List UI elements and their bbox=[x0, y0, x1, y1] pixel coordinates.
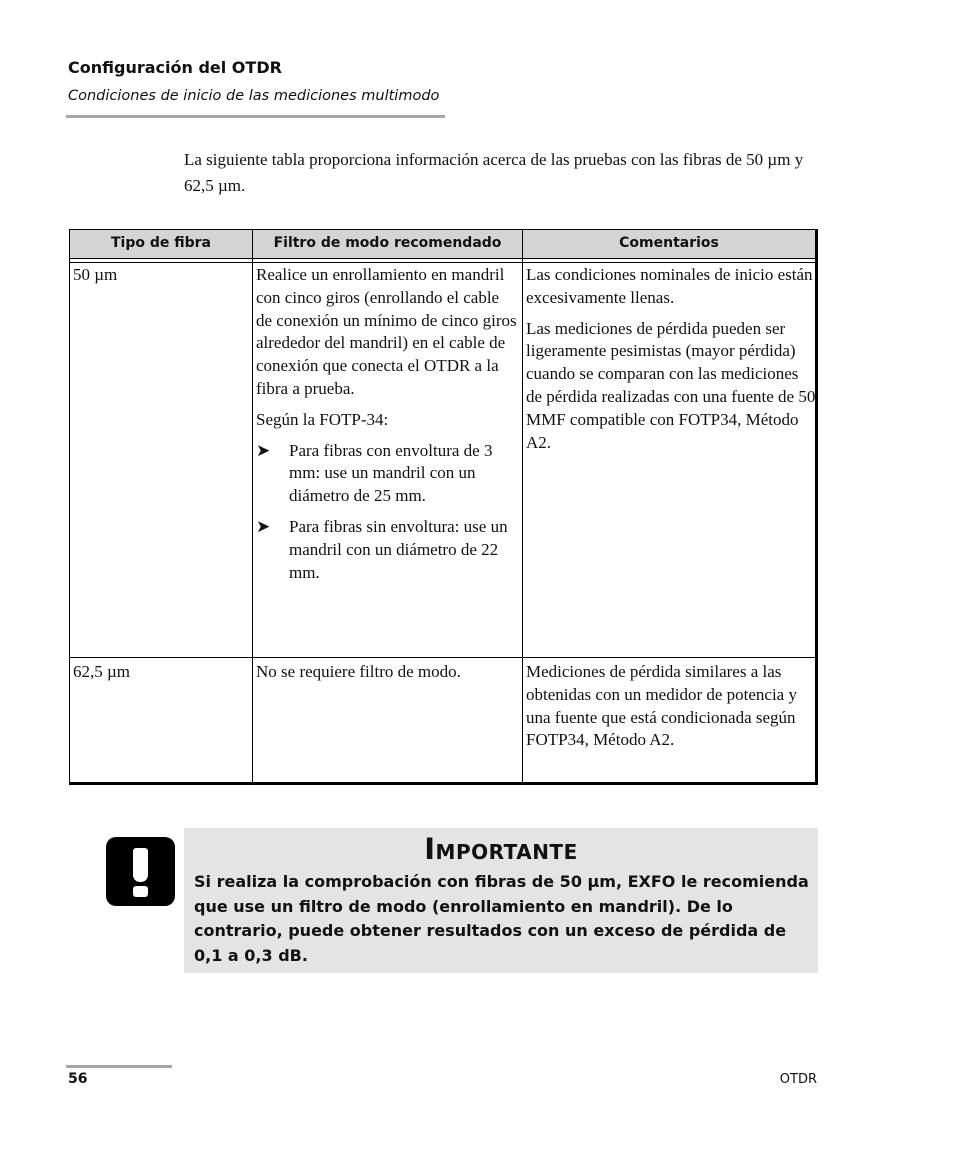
table-cell-fiber-type: 62,5 µm bbox=[73, 662, 131, 681]
table-header-row bbox=[70, 230, 815, 259]
arrow-bullet-icon: ➤ bbox=[256, 516, 271, 536]
list-item bbox=[256, 440, 518, 508]
filter-standard: Según la FOTP-34: bbox=[256, 409, 389, 429]
intro-paragraph: La siguiente tabla proporciona información acerca de las pruebas con las fibras de 50 µm y 62,5 µm. bbox=[184, 150, 804, 195]
page-number: 56 bbox=[68, 1071, 88, 1087]
filter-paragraph: Realice un enrollamiento en mandril con cinco giros (enrollando el cable de conexión un mínimo de cinco giros alrededor del mandril) en el cable de conexión que conecta el OTDR a la fibra a prueba. bbox=[256, 265, 517, 398]
arrow-bullet-icon: ➤ bbox=[256, 440, 271, 460]
table-cell-mode-filter bbox=[256, 264, 518, 592]
header-subtitle: Condiciones de inicio de las mediciones multimodo bbox=[68, 88, 440, 104]
exclamation-icon bbox=[106, 837, 175, 906]
column-divider bbox=[522, 230, 523, 782]
table-cell-mode-filter: No se requiere filtro de modo. bbox=[256, 662, 461, 681]
list-item bbox=[256, 516, 518, 584]
table-cell-comments: Mediciones de pérdida similares a las obtenidas con un medidor de potencia y una fuente que está condicionada según FOTP34, Método A2. bbox=[526, 662, 797, 750]
footer-divider bbox=[66, 1065, 172, 1068]
header-double-rule bbox=[70, 262, 815, 263]
comment-paragraph: Las condiciones nominales de inicio están excesivamente llenas. bbox=[526, 265, 813, 307]
header-title: Configuración del OTDR bbox=[68, 58, 282, 77]
important-title: Importante bbox=[424, 832, 578, 866]
list-item-text: Para fibras sin envoltura: use un mandril con un diámetro de 22 mm. bbox=[289, 516, 508, 582]
column-header-comments: Comentarios bbox=[619, 235, 719, 251]
header-divider bbox=[66, 115, 445, 118]
column-divider bbox=[252, 230, 253, 782]
table-cell-comments bbox=[526, 264, 816, 462]
column-header-fiber-type: Tipo de fibra bbox=[110, 235, 211, 251]
row-divider bbox=[70, 657, 815, 658]
document-name: OTDR bbox=[779, 1072, 817, 1087]
column-header-mode-filter: Filtro de modo recomendado bbox=[273, 235, 502, 251]
important-notice bbox=[184, 828, 818, 973]
list-item-text: Para fibras con envoltura de 3 mm: use un mandril con un diámetro de 25 mm. bbox=[289, 440, 493, 506]
fiber-table bbox=[69, 229, 818, 785]
comment-paragraph: Las mediciones de pérdida pueden ser ligeramente pesimistas (mayor pérdida) cuando se comparan con las mediciones de pérdida realizadas con una fuente de 50 MMF compatible con FOTP34, Método A2. bbox=[526, 318, 816, 452]
table-cell-fiber-type: 50 µm bbox=[73, 265, 118, 284]
important-text: Si realiza la comprobación con fibras de 50 µm, EXFO le recomienda que use un filtro de modo (enrollamiento en mandril). De lo contrario, puede obtener resultados con un exceso de pérdida de 0,1 a 0,3 dB. bbox=[194, 872, 809, 965]
